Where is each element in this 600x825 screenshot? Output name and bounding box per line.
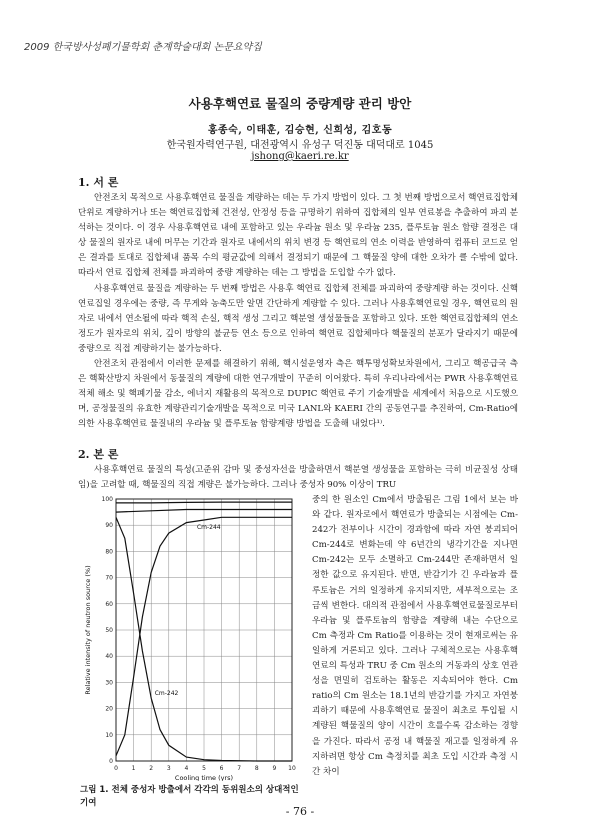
figure-caption: 그림 1. 전체 중성자 방출에서 각각의 동위원소의 상대적인 기여 xyxy=(80,785,299,808)
y-tick-label: 0 xyxy=(109,758,113,765)
authors: 홍종숙, 이태훈, 김승현, 신희성, 김호동 xyxy=(207,125,393,136)
running-head: 2009 한국방사성폐기물학회 춘계학술대회 논문요약집 xyxy=(24,42,262,53)
neutron-source-chart xyxy=(80,491,300,781)
y-tick-label: 70 xyxy=(105,574,113,582)
x-tick-label: 5 xyxy=(202,765,206,772)
paragraph: 안전조치 관점에서 이러한 문제를 해결하기 위해, 핵시설운영자 측은 핵투명성확보차원에서, 그리고 핵공급국 측은 핵확산방지 차원에서 동물질의 계량에 대한 연구개발이 꾸준히 이어왔다. 특히 우리나라에서는 PWR 사용후핵연료 적체 해소 및 핵폐기물 감소, 에너지 재활용의 목적으로 DUPIC 핵연료 주기 기술개발을 세계에서 처음으로 시도했으며, 공정물질의 유효한 계량관리기술개발을 목적으로 미국 LANL와 KAERI 간의 공동연구를 추진하여, Cm-Ratio에 의한 사용후핵연료 물질내의 우라늄 및 플루토늄 함량계량 방법을 도출해 내었다¹⁾. xyxy=(78,359,518,430)
x-tick-label: 3 xyxy=(166,765,171,772)
y-tick-label: 40 xyxy=(105,653,113,661)
x-axis-label: Cooling time (yrs) xyxy=(174,774,234,781)
affiliation: 한국원자력연구원, 대전광역시 유성구 덕진동 대덕대로 1045 xyxy=(166,140,434,151)
y-tick-label: 60 xyxy=(105,600,113,608)
x-tick-label: 8 xyxy=(254,765,259,772)
series-label: Cm-242 xyxy=(154,690,179,698)
x-tick-label: 4 xyxy=(184,765,189,772)
x-tick-label: 0 xyxy=(114,765,118,772)
page-number: - 76 - xyxy=(285,805,315,818)
x-tick-label: 6 xyxy=(219,765,224,772)
y-tick-label: 10 xyxy=(105,731,113,739)
y-tick-label: 20 xyxy=(105,705,113,713)
y-tick-label: 80 xyxy=(105,548,113,556)
series-label: Cm-244 xyxy=(196,523,221,531)
email-link[interactable]: jshong@kaeri.re.kr xyxy=(251,151,349,162)
x-tick-label: 7 xyxy=(237,765,242,772)
x-tick-label: 9 xyxy=(272,765,277,772)
paragraph: 사용후핵연료 물질의 특성(고준위 감마 및 중성자선을 방출하면서 핵분열 생성물을 포함하는 극히 비균질성 상태임)을 고려할 때, 핵물질의 직접 계량은 불가능하다. 그러나 중성자 90% 이상이 TRU xyxy=(78,465,518,491)
section-2-right-column xyxy=(312,493,518,780)
paragraph: 사용후핵연료 물질을 계량하는 두 번째 방법은 사용후 핵연료 집합체 전체를 파괴하여 중량계량 하는 것이다. 신핵연료집일 경우에는 중량, 즉 무게와 농축도만 알면 간단하게 계량할 수 있다. 그러나 사용후핵연료일 경우, 핵연료의 원자로 내에서 연소될에 따라 핵적 손실, 핵적 생성 그리고 핵분열 생성물들을 포함하고 있다. 또한 핵연료집합체의 연소정도가 원자로의 위치, 깊이 방향의 불균등 연소 등으로 인하여 핵연료 집합체마다 핵물질의 분포가 달라지기 때문에 중량으로 직접 계량하기는 불가능하다. xyxy=(78,283,518,354)
paper-title: 사용후핵연료 물질의 중량계량 관리 방안 xyxy=(188,96,412,111)
y-axis-label: Relative intensity of neutron source (%) xyxy=(84,565,92,695)
x-tick-label: 1 xyxy=(131,765,136,772)
paragraph: 안전조치 목적으로 사용후핵연료 물질을 계량하는 데는 두 가지 방법이 있다. 그 첫 번째 방법으로서 핵연료집합체 단위로 계량하거나 또는 핵연료집합체 건전성, 안정성 등을 규명하기 위하여 집합체의 일부 연료봉을 추출하여 파괴 분석하는 것이다. 이 경우 사용후핵연료 내에 포함하고 있는 우라늄 원소 및 우라늄 235, 플루토늄 원소 함량 결정은 대상 물질의 원자로 내에 머무는 기간과 원자로 내에서의 위치 변경 등 핵연료의 연소 이력을 반영하여 컴퓨터 코드로 얻은 결과를 토대로 집합체내 품목 수의 평균값에 의해서 결정되기 때문에 그 핵물질 양에 대한 오차가 클 수밖에 없다. 따라서 연료 집합체 전체를 파괴하여 중량 계량하는 데는 그 방법을 도입할 수가 없다. xyxy=(78,193,518,279)
section-1-body xyxy=(78,191,518,433)
section-2-heading: 2. 본 론 xyxy=(78,448,119,461)
x-tick-label: 2 xyxy=(149,765,154,772)
y-tick-label: 30 xyxy=(105,679,113,687)
y-tick-label: 100 xyxy=(101,496,113,503)
series-line xyxy=(116,502,292,503)
section-2-lead xyxy=(78,463,518,493)
figure-1 xyxy=(80,491,300,811)
section-1-heading: 1. 서 론 xyxy=(78,176,119,189)
paragraph: 중의 한 원소인 Cm에서 방출됨은 그림 1에서 보는 바와 같다. 원자로에서 핵연료가 방출되는 시점에는 Cm-242가 전부이나 시간이 경과함에 따라 자연 붕괴되어 Cm-244로 변화는데 약 6년간의 냉각기간을 지나면 Cm-242는 모두 소멸하고 Cm-244만 존재하면서 일정한 값으로 유지된다. 반면, 반감기가 긴 우라늄과 플루토늄은 거의 일정하게 유지되지만, 세부적으로는 조금씩 변한다. 대의적 관점에서 사용후핵연료물질로부터 우라늄 및 플루토늄의 함량을 계량해 내는 수단으로 Cm 측정과 Cm Ratio를 이용하는 것이 현재로써는 유일하게 거론되고 있다. 그러나 구체적으로는 사용후핵연료의 특성과 TRU 중 Cm 원소의 거동과의 상호 연관성을 면밀히 검토하는 활동은 지속되어야 한다. Cm ratio의 Cm 원소는 18.1년의 반감기를 가지고 자연붕괴하기 때문에 사용후핵연료 물질이 최초로 투입될 시 계량된 핵물질의 양이 시간이 흐를수록 감소하는 경향을 가진다. 따라서 공정 내 핵물질 재고를 일정하게 유지하려면 항상 Cm 측정치를 최초 도입 시간과 측정 시간 차이 xyxy=(312,495,518,777)
y-tick-label: 50 xyxy=(105,627,113,634)
y-tick-label: 90 xyxy=(105,522,113,530)
x-tick-label: 10 xyxy=(288,765,296,772)
